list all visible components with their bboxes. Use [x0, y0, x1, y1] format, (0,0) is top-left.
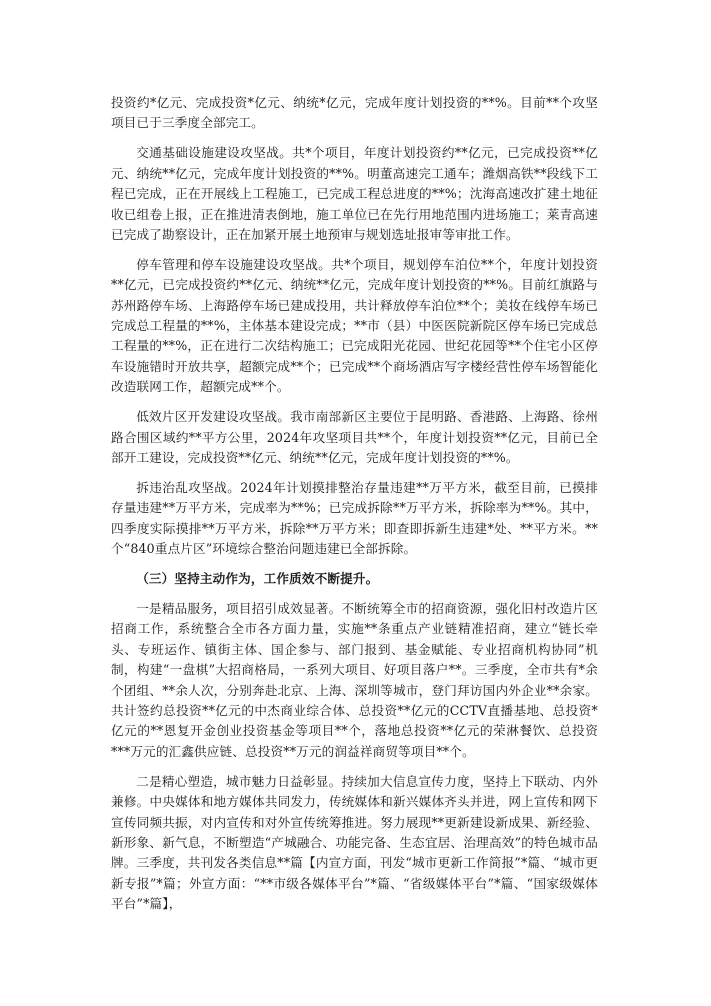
section-heading: （三）坚持主动作为，工作质效不断提升。 — [136, 571, 379, 587]
document-body — [111, 93, 598, 924]
paragraph-city-image: 二是精心塑造，城市魅力日益彰显。持续加大信息宣传力度，坚持上下联动、内外兼修。中央媒体和地方媒体共同发力，传统媒体和新兴媒体齐头并进，网上宣传和网下宣传同频共振，对内宣传和对外宣传统筹推进。努力展现**更新建设新成果、新经验、新形象、新气息，不断塑造“产城融合、功能完备、生态宜居、治理高效”的特色城市品牌。三季度，共刊发各类信息**篇【内宣方面，刊发“城市更新工作简报”*篇、“城市更新专报”*篇；外宣方面：“**市级各媒体平台”*篇、“省级媒体平台”*篇、“国家级媒体平台”*篇】， — [111, 773, 598, 912]
paragraph-transport-infrastructure: 交通基础设施建设攻坚战。共*个项目，年度计划投资约**亿元，已完成投资**亿元、纳统**亿元，完成年度计划投资的**%。明董高速完工通车；潍烟高铁**段线下工程已完成，正在开展线上工程施工，已完成工程总进度的**%；沈海高速改扩建土地征收已组卷上报，正在推进清表倒地，施工单位已在先行用地范围内进场施工；莱青高速已完成了勘察设计，正在加紧开展土地预审与规划选址报审等审批工作。 — [111, 145, 598, 242]
paragraph-investment-service: 一是精品服务，项目招引成效显著。不断统筹全市的招商资源，强化旧村改造片区招商工作，系统整合全市各方面力量，实施**条重点产业链精准招商，建立“链长牵头、专班运作、镇街主体、国企参与、部门报到、基金赋能、专业招商机构协同”机制，构建“一盘棋”大招商格局，一系列大项目、好项目落户**。三季度，全市共有*余个团组、**余人次，分别奔赴北京、上海、深圳等城市，登门拜访国内外企业**余家。共计签约总投资**亿元的中杰商业综合体、总投资**亿元的CCTV直播基地、总投资*亿元的**恩复开金创业投资基金等项目**个，落地总投资**亿元的荣淋餐饮、总投资***万元的汇鑫供应链、总投资**万元的润益祥商贸等项目**个。 — [111, 600, 598, 759]
paragraph-demolition: 拆违治乱攻坚战。2024年计划摸排整治存量违建**万平方米，截至目前，已摸排存量违建**万平方米，完成率为**%；已完成拆除**万平方米，拆除率为**%。其中，四季度实际摸排**万平方米，拆除**万平方米；即查即拆新生违建*处、**平方米。**个“840重点片区”环境综合整治问题违建已全部拆除。 — [111, 479, 598, 557]
paragraph-continued: 投资约*亿元、完成投资*亿元、纳统*亿元，完成年度计划投资的**%。目前**个攻坚项目已于三季度全部完工。 — [111, 95, 598, 131]
paragraph-parking: 停车管理和停车设施建设攻坚战。共*个项目，规划停车泊位**个，年度计划投资**亿元，已完成投资约**亿元、纳统**亿元，完成年度计划投资的**%。目前红旗路与苏州路停车场、上海路停车场已建成投用，共计释放停车泊位**个；美妆在线停车场已完成总工程量的**%，主体基本建设完成；**市（县）中医医院新院区停车场已完成总工程量的**%，正在进行二次结构施工；已完成阳光花园、世纪花园等**个住宅小区停车设施错时开放共享，超额完成**个；已完成**个商场酒店写字楼经营性停车场智能化改造联网工作，超额完成**个。 — [111, 256, 598, 395]
paragraph-low-efficiency-zone: 低效片区开发建设攻坚战。我市南部新区主要位于昆明路、香港路、上海路、徐州路合围区域约**平方公里，2024年攻坚项目共**个，年度计划投资**亿元，目前已全部开工建设，完成投资**亿元、纳统**亿元，完成年度计划投资的**%。 — [111, 409, 598, 465]
